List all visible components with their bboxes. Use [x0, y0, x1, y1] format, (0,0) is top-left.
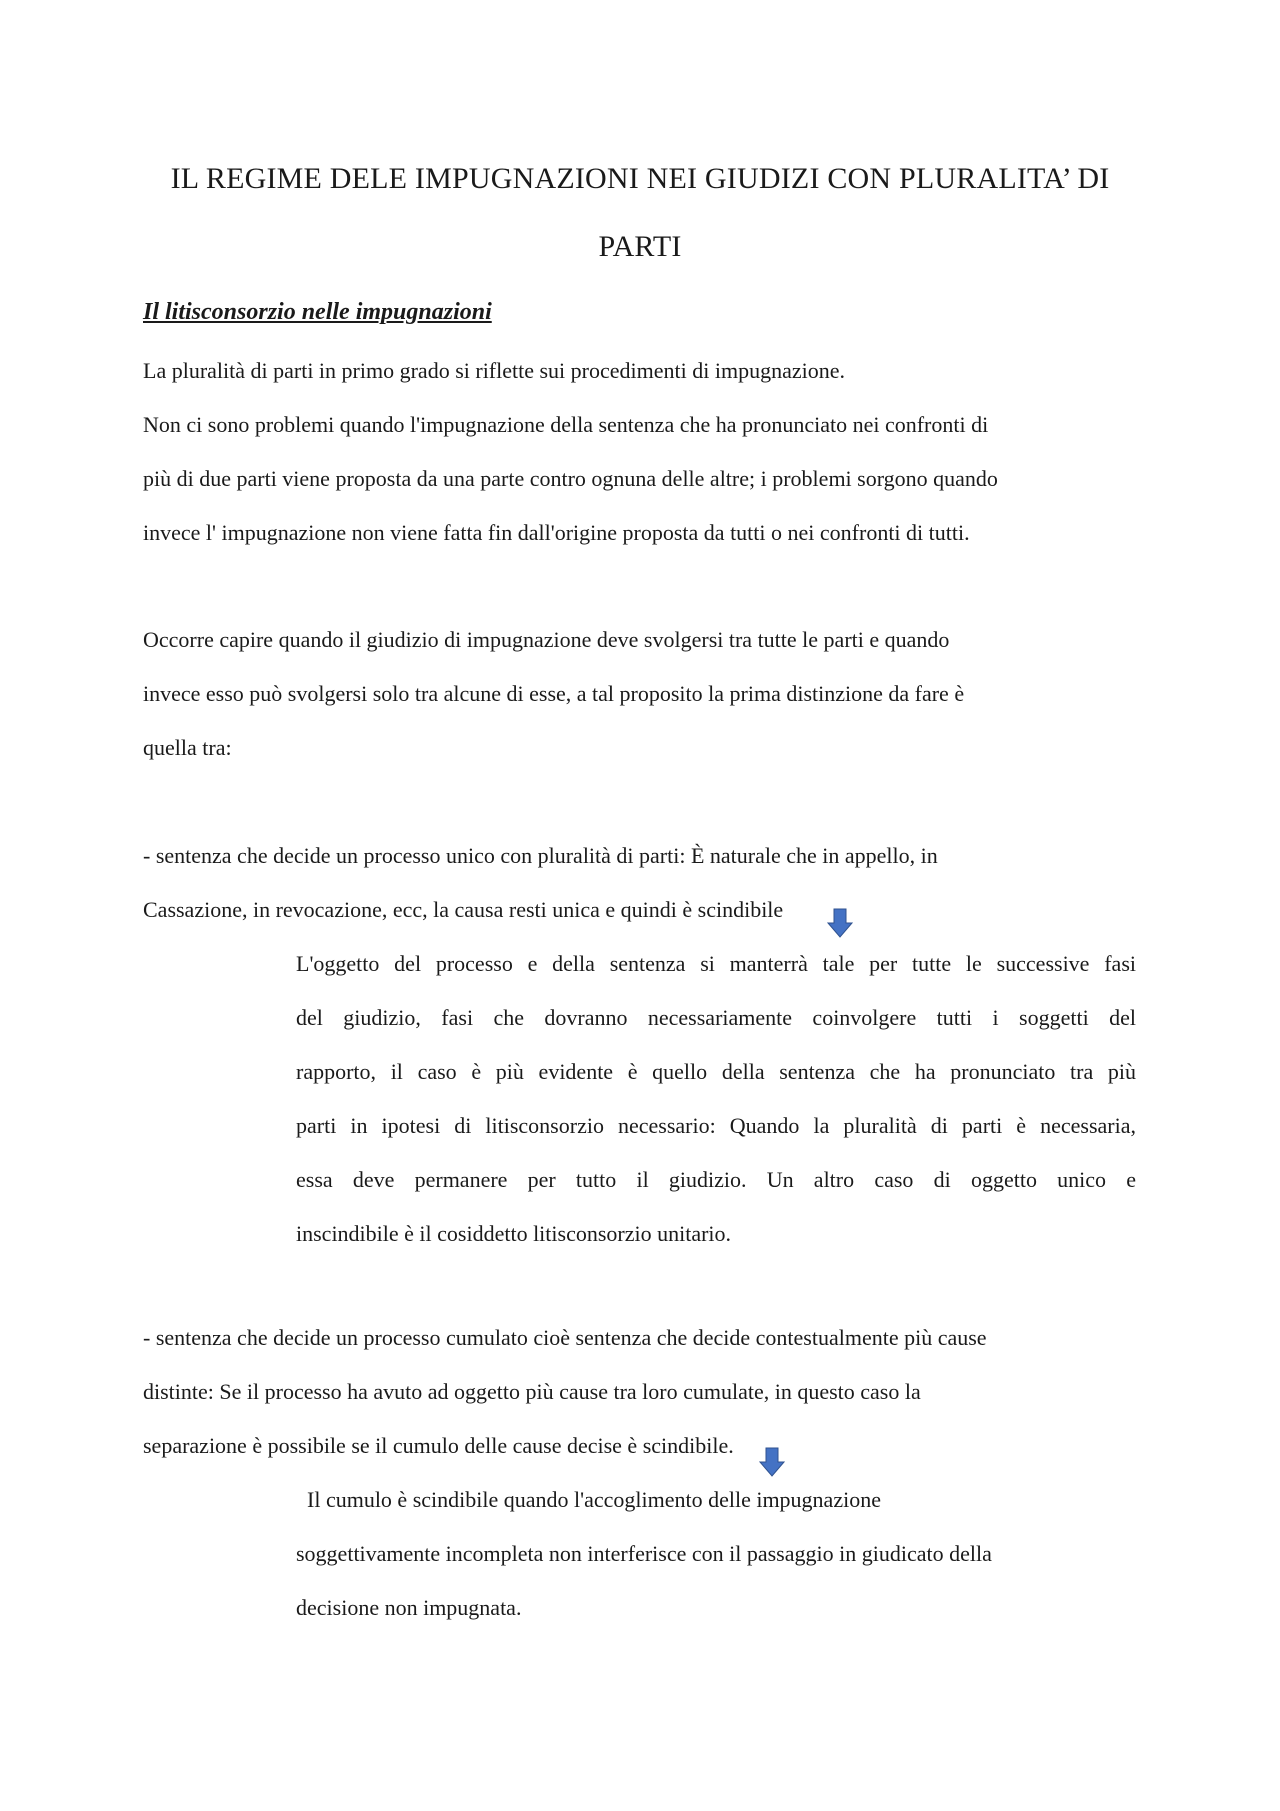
case1-detail-line-5: essa deve permanere per tutto il giudizio. Un altro caso di oggetto unico e: [296, 1167, 1136, 1192]
case1-detail-line-6: inscindibile è il cosiddetto litisconsorzio unitario.: [296, 1221, 732, 1246]
arrow-down-icon: [759, 1447, 785, 1477]
arrow-down-icon: [827, 908, 853, 938]
case1-detail-line-1: L'oggetto del processo e della sentenza si manterrà tale per tutte le successive fasi: [296, 951, 1136, 976]
case2-line-2: distinte: Se il processo ha avuto ad oggetto più cause tra loro cumulate, in questo caso la: [143, 1379, 921, 1404]
intro-line-4: invece l' impugnazione non viene fatta fin dall'origine proposta da tutti o nei confronti di tutti.: [143, 520, 970, 545]
case2-detail-line-3: decisione non impugnata.: [296, 1595, 522, 1620]
case2-line-1: - sentenza che decide un processo cumulato cioè sentenza che decide contestualmente più cause: [143, 1325, 987, 1350]
case1-detail-line-2: del giudizio, fasi che dovranno necessariamente coinvolgere tutti i soggetti del: [296, 1005, 1136, 1030]
case2-line-3: separazione è possibile se il cumulo delle cause decise è scindibile.: [143, 1433, 734, 1458]
distinction-line-1: Occorre capire quando il giudizio di impugnazione deve svolgersi tra tutte le parti e quando: [143, 627, 950, 652]
document-title-line-2: PARTI: [598, 230, 682, 263]
case1-detail-line-3: rapporto, il caso è più evidente è quello della sentenza che ha pronunciato tra più: [296, 1059, 1136, 1084]
distinction-line-2: invece esso può svolgersi solo tra alcune di esse, a tal proposito la prima distinzione da fare è: [143, 681, 965, 706]
distinction-line-3: quella tra:: [143, 735, 232, 760]
case2-detail-line-1: Il cumulo è scindibile quando l'accoglimento delle impugnazione: [296, 1487, 881, 1512]
intro-line-3: più di due parti viene proposta da una parte contro ognuna delle altre; i problemi sorgono quando: [143, 466, 998, 491]
intro-line-1: La pluralità di parti in primo grado si riflette sui procedimenti di impugnazione.: [143, 358, 845, 383]
case1-line-1: - sentenza che decide un processo unico con pluralità di parti: È naturale che in appello, in: [143, 843, 938, 868]
intro-line-2: Non ci sono problemi quando l'impugnazione della sentenza che ha pronunciato nei confronti di: [143, 412, 989, 437]
case2-detail-line-2: soggettivamente incompleta non interferisce con il passaggio in giudicato della: [296, 1541, 992, 1566]
case1-line-2: Cassazione, in revocazione, ecc, la causa resti unica e quindi è scindibile: [143, 897, 784, 922]
case1-detail-line-4: parti in ipotesi di litisconsorzio necessario: Quando la pluralità di parti è necessaria,: [296, 1113, 1136, 1138]
section-heading: Il litisconsorzio nelle impugnazioni: [143, 299, 492, 325]
document-title-line-1: IL REGIME DELE IMPUGNAZIONI NEI GIUDIZI CON PLURALITA’ DI: [170, 162, 1110, 195]
